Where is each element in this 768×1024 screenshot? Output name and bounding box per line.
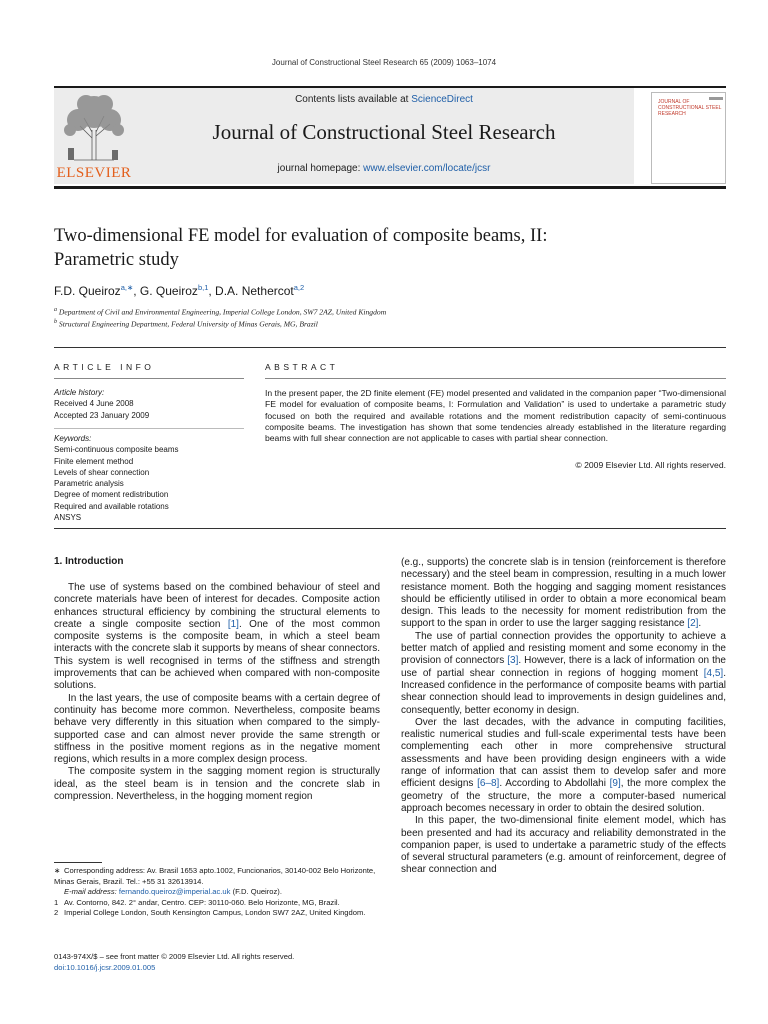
footnote-corresponding	[54, 866, 380, 887]
title-line-1: Two-dimensional FE model for evaluation of composite beams, II:	[54, 226, 548, 246]
author-name[interactable]: D.A. Nethercot	[215, 284, 294, 298]
body-paragraph	[54, 582, 380, 693]
divider	[54, 528, 726, 529]
body-paragraph	[54, 766, 380, 803]
paragraph-text: The use of systems based on the combined behaviour of steel and concrete materials have been of interest for decades. Composite action enhances structural efficiency by combining the structural elements to create a single composite section	[54, 582, 380, 630]
footnote-text: Imperial College London, South Kensington Campus, London SW7 2AZ, United Kingdom.	[64, 908, 366, 917]
accepted-date: Accepted 23 January 2009	[54, 410, 150, 420]
contents-prefix: Contents lists available at	[295, 94, 412, 105]
affiliation	[54, 319, 714, 329]
citation-ref-link[interactable]: [3]	[507, 655, 519, 667]
article-info-label: ARTICLE INFO	[54, 362, 155, 372]
title-line-2: Parametric study	[54, 250, 179, 270]
author-sep: ,	[208, 284, 216, 298]
body-column-right	[401, 557, 726, 877]
divider	[54, 347, 726, 348]
citation-ref-link[interactable]: [6–8]	[477, 778, 500, 790]
body-paragraph	[54, 693, 380, 767]
received-date: Received 4 June 2008	[54, 399, 134, 409]
contents-line	[134, 94, 634, 105]
homepage-prefix: journal homepage:	[277, 163, 364, 174]
paragraph-text: . However, there is a lack of information on the use of partial shear connection in regions of hogging moment	[401, 655, 726, 679]
citation-ref-link[interactable]: [9]	[609, 778, 621, 790]
keywords-block	[54, 433, 244, 523]
body-paragraph	[401, 631, 726, 717]
affiliation	[54, 307, 714, 317]
affiliation-mark: a	[54, 307, 57, 313]
doi-link[interactable]: doi:10.1016/j.jcsr.2009.01.005	[54, 963, 156, 972]
citation-ref-link[interactable]: [2]	[687, 618, 699, 630]
footnote-mark: 1	[54, 897, 59, 907]
header-bottom-rule	[54, 186, 726, 189]
journal-homepage-link[interactable]: www.elsevier.com/locate/jcsr	[363, 163, 491, 174]
issn-line: 0143-974X/$ – see front matter © 2009 Elsevier Ltd. All rights reserved.	[54, 952, 295, 961]
footnote-text: Av. Contorno, 842. 2° andar, Centro. CEP: 30110-060. Belo Horizonte, MG, Brazil.	[64, 897, 340, 907]
elsevier-tree-icon	[54, 90, 134, 164]
footnote-mark: 2	[54, 908, 59, 917]
publisher-name: ELSEVIER	[56, 165, 132, 181]
keyword: Semi-continuous composite beams	[54, 445, 179, 455]
divider	[265, 378, 726, 379]
keyword: Required and available rotations	[54, 501, 169, 511]
paragraph-text: . One of the most common composite systems is the composite beam, in which a steel beam interacts with the concrete slab it supports by means of shear connectors. This system is well recognised in terms of the stiffness and strength improvements that can be achieved when compared with non-composite solutions.	[54, 618, 380, 692]
keyword: Finite element method	[54, 456, 134, 466]
paragraph-text: .	[698, 618, 702, 630]
abstract-label: ABSTRACT	[265, 362, 339, 372]
paragraph-text: In this paper, the two-dimensional finite element model, which has been presented and had its accuracy and reliability demonstrated in the companion paper, is used to undertake a parametric study of the effects of several structural parameters (e.g. amount of reinforcement, degree of shear connection and	[401, 815, 726, 876]
keyword: Levels of shear connection	[54, 467, 150, 477]
footnote-text: Corresponding address: Av. Brasil 1653 apto.1002, Funcionarios, 30140-002 Belo Horizonte, Minas Gerais, Brazil. Tel.: +55 31 32613914.	[54, 866, 376, 886]
author-affil-mark[interactable]: a,2	[293, 283, 305, 292]
paragraph-text: (e.g., supports) the concrete slab is in tension (reinforcement is therefore necessary) and the steel beam in compression, resulting in a much lower resistance moment. Both the hogging and sagging moment resistances should be efficiently utilised in order to obtain a more economical beam design. This leads to the necessity for moment redistribution from the support to the span in order to use the larger sagging resistance	[401, 557, 726, 630]
author-list	[54, 283, 674, 298]
citation-ref-link[interactable]: [1]	[227, 618, 239, 630]
keyword: Parametric analysis	[54, 479, 124, 489]
footnote-rule	[54, 862, 102, 863]
affiliation-mark: b	[54, 319, 57, 325]
history-label: Article history:	[54, 388, 105, 397]
paragraph-text: The composite system in the sagging moment region is structurally ideal, as the steel beam is in tension and the concrete slab in compression. Nevertheless, in the hogging moment region	[54, 766, 380, 803]
journal-citation: Journal of Constructional Steel Research 65 (2009) 1063–1074	[271, 58, 497, 67]
footnote-1	[54, 898, 380, 909]
keyword: Degree of moment redistribution	[54, 490, 169, 500]
paper-title	[54, 224, 674, 272]
paragraph-text: Over the last decades, with the advance in computing facilities, realistic numerical studies and full-scale experimental tests have been complementing each other in more comprehensive structural assessments and have been providing design engineers with a wide range of information that can assist them to develop safer and more efficient designs	[401, 716, 726, 790]
divider	[54, 378, 244, 379]
author-name[interactable]: G. Queiroz	[139, 284, 198, 298]
article-history	[54, 387, 244, 421]
paragraph-text: In the last years, the use of composite beams with a certain degree of continuity has become more common. Nevertheless, composite beams behave very differently in this situation when compared to the simply-supported case and can almost never provide the same strength or stiffness in the positive moment regions as in the negative moment regions, which results in a more complex design process.	[54, 692, 380, 766]
abstract-copyright: © 2009 Elsevier Ltd. All rights reserved.	[575, 460, 726, 470]
author-email-link[interactable]: fernando.queiroz@imperial.ac.uk	[118, 887, 231, 896]
author-sep: ,	[133, 284, 140, 298]
journal-cover-thumbnail[interactable]	[651, 92, 726, 184]
section-heading-introduction: 1. Introduction	[54, 556, 124, 567]
keyword: ANSYS	[54, 513, 82, 523]
email-label: E-mail address:	[64, 887, 117, 896]
paragraph-text: , the more complex the geometry of the structure, the more a computer-based numerical approach becomes necessary in order to obtain the desired solution.	[401, 778, 726, 814]
abstract-text: In the present paper, the 2D finite element (FE) model presented and validated in the companion paper “Two-dimensional FE model for evaluation of composite beams, I: Formulation and Validation” is used to undertake a parametric study focused on both the required and available rotations and the moment redistribution capacity of semi-continuous composite beams. The investigation has shown that some tendencies already established in the literature regarding beams with full shear connection are not applicable to cases with partial shear connection.	[265, 388, 726, 444]
paragraph-text: . According to Abdollahi	[499, 778, 610, 790]
footnote-email	[54, 887, 380, 898]
email-suffix: (F.D. Queiroz).	[230, 887, 282, 896]
affiliation-text: Structural Engineering Department, Federal University of Minas Gerais, MG, Brazil	[58, 319, 318, 329]
body-paragraph	[401, 557, 726, 631]
author-name[interactable]: F.D. Queiroz	[54, 284, 121, 298]
paragraph-text: . Increased confidence in the performance of composite beams with partial shear connection should lead to improvements in design guidelines and, consequently, better economy in design.	[401, 667, 726, 716]
journal-title: Journal of Constructional Steel Research	[212, 120, 556, 144]
footnote-2	[54, 908, 380, 919]
divider	[54, 428, 244, 429]
bottom-metadata	[54, 951, 384, 973]
paragraph-text: The use of partial connection provides the opportunity to achieve a better match of applied and resisting moment and some economy in the provision of connectors	[401, 630, 726, 667]
homepage-line	[134, 163, 634, 174]
keywords-label: Keywords:	[54, 434, 92, 443]
footnotes	[54, 866, 380, 919]
author-affil-mark[interactable]: a,∗	[120, 283, 134, 292]
body-paragraph	[401, 717, 726, 815]
affiliation-text: Department of Civil and Environmental Engineering, Imperial College London, SW7 2AZ, United Kingdom	[58, 307, 387, 317]
citation-ref-link[interactable]: [4,5]	[703, 667, 724, 679]
body-column-left	[54, 582, 380, 803]
footnote-mark: ∗	[54, 866, 61, 875]
body-paragraph	[401, 815, 726, 876]
cover-title: JOURNAL OF CONSTRUCTIONAL STEEL RESEARCH	[658, 99, 722, 117]
author-affil-mark[interactable]: b,1	[197, 283, 209, 292]
sciencedirect-link[interactable]: ScienceDirect	[411, 94, 473, 105]
elsevier-logo[interactable]	[54, 90, 134, 182]
